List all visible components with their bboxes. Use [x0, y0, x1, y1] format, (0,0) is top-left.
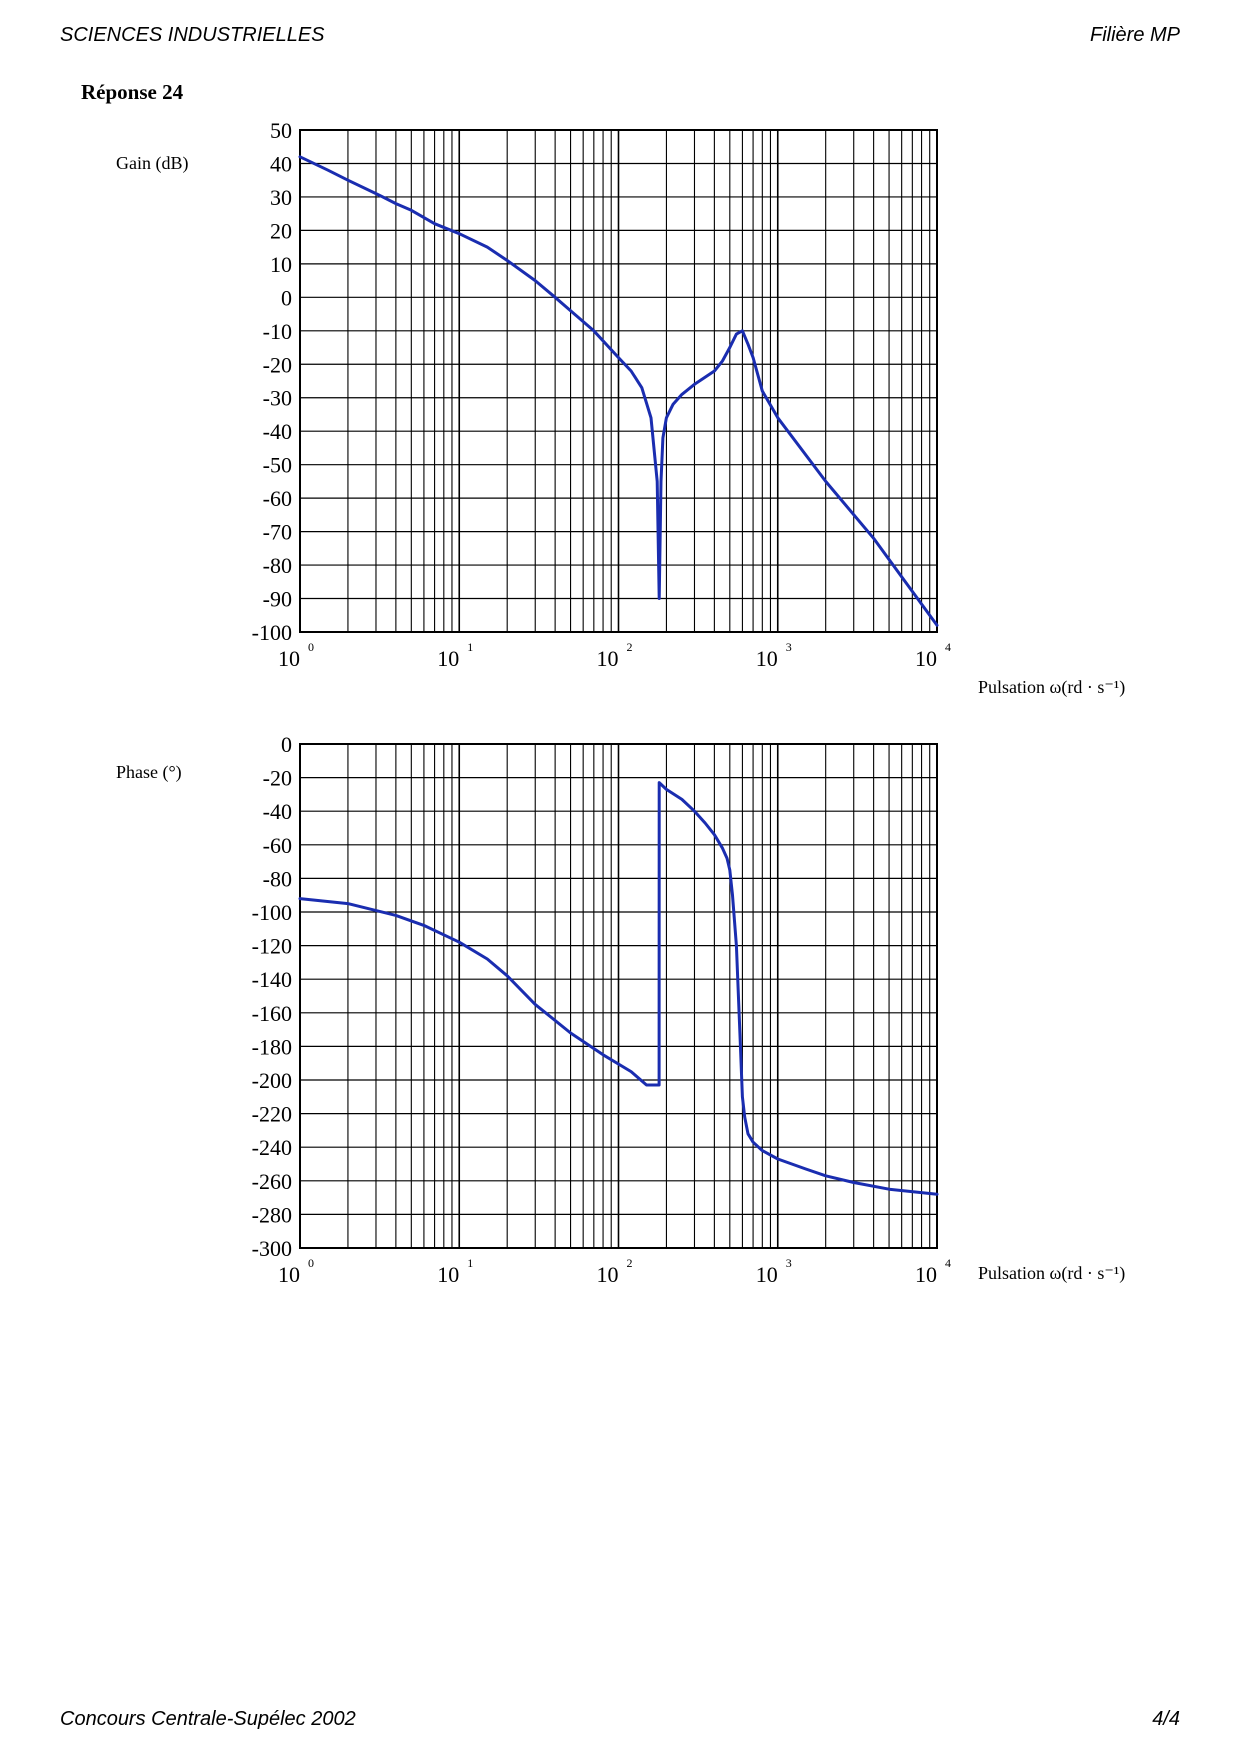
gain-y-tick-label: -90: [262, 586, 292, 612]
gain-y-tick-label: 30: [270, 184, 292, 210]
gain-y-tick-label: 0: [281, 285, 292, 311]
phase-y-tick-label: -220: [251, 1101, 292, 1127]
gain-x-tick-exponent: 2: [626, 640, 633, 654]
phase-x-tick-label: 10: [437, 1262, 460, 1287]
gain-x-tick-exponent: 4: [945, 640, 951, 654]
gain-y-tick-label: -10: [262, 318, 292, 344]
phase-y-tick-label: -120: [251, 933, 292, 959]
phase-y-tick-label: -240: [251, 1135, 292, 1161]
page-footer-left: Concours Centrale-Supélec 2002: [60, 1708, 356, 1730]
phase-x-tick-label: 10: [755, 1262, 778, 1287]
gain-x-tick-label: 10: [755, 646, 778, 671]
gain-y-tick-label: -50: [262, 452, 292, 478]
gain-y-tick-label: -30: [262, 385, 292, 411]
gain-y-tick-label: -40: [262, 419, 292, 445]
gain-y-tick-label: -100: [251, 620, 292, 645]
phase-x-tick-label: 10: [596, 1262, 619, 1287]
gain-y-tick-label: 20: [270, 218, 292, 244]
gain-x-tick-exponent: 0: [308, 640, 314, 654]
gain-y-axis-label: Gain (dB): [116, 153, 189, 173]
phase-x-tick-exponent: 0: [308, 1256, 314, 1270]
phase-plot: [252, 732, 951, 1287]
phase-y-tick-label: -260: [251, 1168, 292, 1194]
phase-x-tick-exponent: 2: [626, 1256, 633, 1270]
gain-x-tick-label: 10: [278, 646, 300, 671]
phase-y-tick-label: 0: [281, 732, 292, 757]
gain-x-tick-label: 10: [596, 646, 619, 671]
gain-y-tick-label: -80: [262, 553, 292, 579]
gain-x-tick-label: 10: [915, 646, 937, 671]
gain-x-tick-exponent: 1: [467, 640, 474, 654]
gain-x-tick-exponent: 3: [785, 640, 792, 654]
phase-y-tick-label: -60: [262, 832, 292, 858]
phase-y-tick-label: -140: [251, 967, 292, 993]
page-header-left: SCIENCES INDUSTRIELLES: [60, 24, 325, 46]
gain-x-tick-label: 10: [437, 646, 460, 671]
gain-x-axis-label: Pulsation ω(rd · s⁻¹): [978, 677, 1126, 697]
gain-y-tick-label: -60: [262, 486, 292, 512]
phase-y-tick-label: -200: [251, 1068, 292, 1093]
phase-y-tick-label: -40: [262, 799, 292, 825]
gain-y-tick-label: 50: [270, 118, 292, 143]
phase-y-tick-label: -180: [251, 1034, 292, 1060]
page-header-right: Filière MP: [1089, 24, 1180, 46]
gain-y-tick-label: 10: [270, 251, 292, 277]
gain-plot: [252, 118, 951, 671]
phase-y-tick-label: -80: [262, 866, 292, 892]
page-footer-right: 4/4: [1152, 1708, 1180, 1730]
phase-y-tick-label: -280: [251, 1202, 292, 1228]
phase-x-tick-exponent: 1: [467, 1256, 474, 1270]
phase-y-axis-label: Phase (°): [116, 762, 182, 782]
phase-y-tick-label: -20: [262, 765, 292, 791]
gain-y-tick-label: -20: [262, 352, 292, 378]
phase-x-tick-label: 10: [915, 1262, 937, 1287]
phase-x-tick-exponent: 3: [785, 1256, 792, 1270]
phase-x-axis-label: Pulsation ω(rd · s⁻¹): [978, 1263, 1126, 1283]
phase-y-tick-label: -300: [251, 1236, 292, 1261]
phase-x-tick-label: 10: [278, 1262, 300, 1287]
section-title: Réponse 24: [81, 80, 184, 104]
phase-y-tick-label: -160: [251, 1000, 292, 1026]
phase-x-tick-exponent: 4: [945, 1256, 951, 1270]
gain-y-tick-label: -70: [262, 519, 292, 545]
gain-y-tick-label: 40: [270, 151, 292, 177]
phase-y-tick-label: -100: [251, 900, 292, 925]
